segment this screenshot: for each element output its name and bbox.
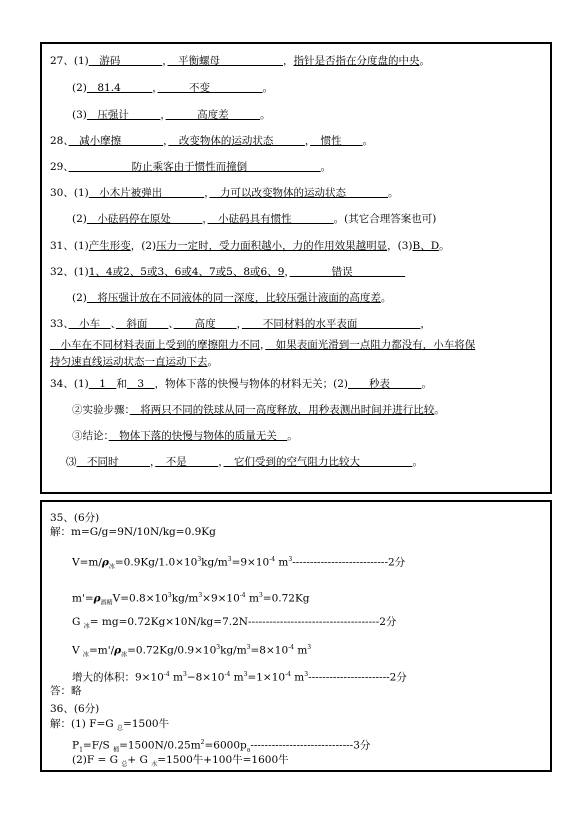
separator: 、 bbox=[168, 318, 174, 330]
subscript: 1 bbox=[79, 746, 83, 754]
formula-text: (1) F=G bbox=[71, 718, 118, 730]
sub-number: ⑶ bbox=[66, 456, 77, 468]
q34-4-answer-b: 不是 bbox=[155, 456, 219, 468]
formula-text: m'= bbox=[72, 592, 94, 605]
subscript: 酒精 bbox=[100, 599, 113, 607]
formula-text: =1500N/0.25m bbox=[119, 739, 201, 752]
formula-text: m bbox=[169, 671, 183, 684]
superscript: -4 bbox=[239, 592, 246, 599]
subscript: 冰 bbox=[82, 651, 89, 659]
formula-text: =m'/ bbox=[88, 644, 115, 657]
subscript: 总 bbox=[117, 725, 124, 733]
q30-1-line bbox=[50, 186, 544, 200]
q29-number: 29、 bbox=[50, 161, 69, 173]
superscript: 3 bbox=[288, 556, 293, 563]
q32-number: 32、(1) bbox=[50, 266, 89, 278]
q28-answer-c: 惯性 bbox=[310, 135, 363, 147]
q28-number: 28、 bbox=[50, 135, 69, 147]
separator: ， bbox=[162, 55, 168, 67]
score-marker: ---------------------------2分 bbox=[292, 556, 406, 569]
superscript: 3 bbox=[198, 592, 203, 599]
formula-text: m bbox=[294, 644, 308, 657]
q34-number: 34、(1) bbox=[50, 378, 89, 390]
subscript: 冰 bbox=[108, 563, 115, 571]
superscript: -4 bbox=[288, 644, 294, 651]
superscript: 3 bbox=[258, 592, 263, 599]
formula-text: P bbox=[72, 739, 80, 752]
q33-answer-f: 如果表面光滑到一点阻力都没有，小车将保 bbox=[265, 339, 476, 351]
sub-number: ，(3) bbox=[387, 240, 413, 252]
separator: ， bbox=[420, 318, 431, 330]
q30-number: 30、(1) bbox=[50, 187, 89, 199]
q33-answer-f-cont: 持匀速直线运动状态一直运动下去 bbox=[50, 356, 208, 368]
q33-line-3 bbox=[50, 355, 544, 369]
superscript: 3 bbox=[227, 556, 232, 563]
formula-text: =1500牛 bbox=[123, 718, 170, 730]
superscript: 3 bbox=[183, 671, 187, 678]
superscript: -4 bbox=[285, 671, 291, 678]
q27-1-line bbox=[50, 54, 544, 68]
q33-answer-e: 小车在不同材料表面上受到的摩擦阻力不同 bbox=[50, 339, 260, 351]
q32-1-line bbox=[50, 265, 544, 279]
formula-text: kg/m bbox=[201, 556, 228, 569]
q27-2-answer-b: 不变 bbox=[157, 82, 263, 94]
period: 。 bbox=[380, 292, 392, 304]
period: 。 bbox=[207, 356, 218, 368]
q34-3-line bbox=[50, 429, 544, 443]
formula-text: =1×10 bbox=[247, 671, 286, 684]
q34-steps-answer: 将两只不同的铁球从同一高度释放，用秒表测出时间并进行比较 bbox=[129, 404, 435, 416]
formula-text: −8×10 bbox=[186, 671, 225, 684]
q30-2-answer-b: 小砝码具有惯性 bbox=[207, 213, 334, 225]
q34-1-line bbox=[50, 377, 544, 391]
formula-text: kg/m bbox=[171, 592, 199, 605]
superscript: -4 bbox=[269, 556, 276, 563]
q27-number: 27、(1) bbox=[50, 55, 89, 67]
q30-2-line bbox=[50, 212, 544, 226]
q35-heading: 35、(6分) bbox=[50, 512, 100, 524]
q33-answer-b: 斜面 bbox=[115, 318, 169, 330]
step-label: ②实验步骤： bbox=[72, 404, 130, 416]
sub-number: (2) bbox=[72, 213, 87, 225]
subscript: 冰 bbox=[121, 651, 128, 659]
separator: ， bbox=[260, 339, 266, 351]
q31-line bbox=[50, 239, 544, 253]
q36-line-1 bbox=[50, 717, 544, 736]
q34-answer-d: 秒表 bbox=[347, 378, 422, 390]
score-marker: -----------------------------3分 bbox=[250, 739, 371, 752]
q30-2-answer-a: 小砝码停在原处 bbox=[86, 213, 203, 225]
q34-4-line bbox=[50, 455, 544, 469]
superscript: 3 bbox=[216, 644, 221, 651]
formula-text: kg/m bbox=[220, 644, 247, 657]
formula-text: m bbox=[290, 671, 305, 684]
q31-answer-a: 产生形变 bbox=[88, 240, 131, 252]
q27-2-answer-a: 81.4 bbox=[86, 82, 153, 94]
formula-text: =0.72Kg/0.9×10 bbox=[127, 644, 217, 657]
answer-box-part1 bbox=[40, 42, 552, 494]
period: 。 bbox=[419, 55, 430, 67]
separator: ， bbox=[152, 82, 158, 94]
superscript: 3 bbox=[243, 671, 248, 678]
separator: ， bbox=[204, 187, 210, 199]
answer-box-part2 bbox=[40, 500, 552, 772]
q31-answer-b: 压力一定时，受力面积越小，力的作用效果越明显 bbox=[156, 240, 388, 252]
sub-number: (2) bbox=[333, 378, 348, 390]
score-marker: -------------------------------------2分 bbox=[247, 616, 397, 628]
subscript: a bbox=[246, 746, 251, 754]
period: 。 bbox=[439, 240, 450, 252]
superscript: 3 bbox=[197, 556, 202, 563]
formula-text: =F/S bbox=[82, 739, 114, 752]
separator: ， bbox=[304, 135, 311, 147]
q34-2-line bbox=[50, 403, 544, 417]
period: 。 bbox=[260, 109, 271, 121]
q31-number: 31、(1) bbox=[50, 240, 89, 252]
formula-text: (2)F = G bbox=[72, 754, 122, 766]
q28-answer-a: 减小摩擦 bbox=[68, 135, 164, 147]
q35-volume-increase-line bbox=[72, 668, 544, 685]
q35-weight-line bbox=[72, 615, 544, 634]
rho-symbol: ρ bbox=[101, 556, 109, 569]
superscript: 3 bbox=[246, 644, 251, 651]
formula-text: 增大的体积：9×10 bbox=[72, 671, 164, 684]
q27-1-answer-c: 指针是否指在分度盘的中央 bbox=[293, 55, 420, 67]
formula-text: + G bbox=[127, 754, 152, 766]
formula-text: =0.9Kg/1.0×10 bbox=[114, 556, 198, 569]
q32-1-answer-a: 1、4或2、5或3、6或4、7或5、8或6、9 bbox=[88, 266, 285, 278]
q30-2-note: 。(其它合理答案也可) bbox=[333, 213, 437, 225]
superscript: 3 bbox=[167, 592, 172, 599]
q30-1-answer-b: 力可以改变物体的运动状态 bbox=[209, 187, 388, 199]
rho-symbol: ρ bbox=[114, 644, 122, 657]
period: 。 bbox=[262, 82, 274, 94]
superscript: -4 bbox=[224, 671, 231, 678]
q30-1-answer-a: 小木片被弹出 bbox=[88, 187, 205, 199]
separator: ， bbox=[218, 456, 224, 468]
q33-number: 33、 bbox=[50, 318, 69, 330]
period: 。 bbox=[412, 456, 423, 468]
conjunction: 和 bbox=[116, 378, 127, 390]
period: 。 bbox=[421, 378, 432, 390]
period: 。 bbox=[434, 404, 445, 416]
q27-3-answer-b: 高度差 bbox=[165, 109, 261, 121]
formula-text: =8×10 bbox=[250, 644, 289, 657]
q27-1-answer-b: 平衡螺母 bbox=[167, 55, 283, 67]
sub-number: (2) bbox=[72, 82, 87, 94]
q27-3-line bbox=[50, 108, 544, 122]
period: 。 bbox=[287, 430, 298, 442]
formula-text: = mg=0.72Kg×10N/kg=7.2N bbox=[89, 616, 248, 628]
subscript: 总 bbox=[121, 761, 128, 769]
formula-text: m bbox=[245, 592, 259, 605]
period: 。 bbox=[320, 161, 332, 173]
q29-answer: 防止乘客由于惯性而撞倒 bbox=[68, 161, 321, 173]
q35-solution-line-1 bbox=[50, 525, 544, 539]
q34-conclusion-answer: 物体下落的快慢与物体的质量无关 bbox=[108, 430, 288, 442]
formula-text: =0.72Kg bbox=[262, 592, 310, 605]
q35-volume-line bbox=[72, 553, 544, 575]
formula-text: m bbox=[230, 671, 244, 684]
q33-answer-d: 不同材料的水平表面 bbox=[241, 318, 421, 330]
q34-answer-b: 3 bbox=[126, 378, 155, 390]
superscript: 3 bbox=[307, 644, 312, 651]
period: 。 bbox=[362, 135, 374, 147]
subscript: 桶 bbox=[113, 746, 120, 754]
subscript: 水 bbox=[151, 761, 158, 769]
q29-line bbox=[50, 160, 544, 174]
q35-alcohol-mass-line bbox=[72, 589, 544, 611]
q34-statement: ，物体下落的快慢与物体的材料无关； bbox=[154, 378, 334, 390]
q27-3-answer-a: 压强计 bbox=[86, 109, 161, 121]
formula-text: m bbox=[275, 556, 289, 569]
q27-2-line bbox=[50, 81, 544, 95]
separator: ， bbox=[163, 135, 169, 147]
q34-answer-a: 1 bbox=[88, 378, 117, 390]
q33-answer-c: 高度 bbox=[173, 318, 237, 330]
q32-1-answer-b: 错误 bbox=[289, 266, 406, 278]
separator: ， bbox=[284, 266, 290, 278]
period: 。 bbox=[387, 187, 399, 199]
q28-line bbox=[50, 134, 544, 148]
subscript: 冰 bbox=[83, 623, 90, 631]
q36-line-2 bbox=[72, 753, 544, 772]
separator: ， bbox=[150, 456, 156, 468]
formula-text: V bbox=[72, 644, 83, 657]
sub-number: (3) bbox=[72, 109, 87, 121]
q35-ice-volume-line bbox=[72, 641, 544, 663]
q33-line-1 bbox=[50, 317, 544, 331]
mass-calculation: m=G/g=9N/10N/kg=0.9Kg bbox=[71, 526, 216, 538]
solution-label: 解： bbox=[50, 718, 71, 730]
formula-text: =1500牛+100牛=1600牛 bbox=[157, 754, 289, 766]
q27-1-answer-a: 游码 bbox=[88, 55, 163, 67]
q34-4-answer-c: 它们受到的空气阻力比较大 bbox=[223, 456, 413, 468]
separator: ， bbox=[160, 109, 166, 121]
separator: ， bbox=[236, 318, 242, 330]
formula-text: =9×10 bbox=[231, 556, 270, 569]
q34-4-answer-a: 不同时 bbox=[76, 456, 150, 468]
superscript: -4 bbox=[163, 671, 170, 678]
solution-label: 解： bbox=[50, 526, 71, 538]
q32-2-line bbox=[50, 291, 544, 305]
formula-text: V=0.8×10 bbox=[112, 592, 168, 605]
formula-text: V=m/ bbox=[72, 556, 102, 569]
superscript: 2 bbox=[200, 739, 205, 746]
q28-answer-b: 改变物体的运动状态 bbox=[168, 135, 305, 147]
formula-text: G bbox=[72, 616, 84, 628]
score-marker: -----------------------2分 bbox=[308, 671, 407, 684]
sub-number: ，(2) bbox=[130, 240, 157, 252]
q35-answer: 答：略 bbox=[50, 685, 82, 697]
formula-text: ×9×10 bbox=[202, 592, 240, 605]
separator: ， bbox=[202, 213, 208, 225]
separator: ， bbox=[282, 55, 294, 67]
rho-symbol: ρ bbox=[93, 592, 101, 605]
separator: 、 bbox=[110, 318, 116, 330]
formula-text: =6000p bbox=[204, 739, 247, 752]
conclusion-label: ③结论： bbox=[72, 430, 109, 442]
q31-answer-c: B、D bbox=[412, 240, 440, 252]
q33-line-2 bbox=[50, 338, 544, 352]
sub-number: (2) bbox=[72, 292, 87, 304]
q32-2-answer: 将压强计放在不同液体的同一深度，比较压强计液面的高度差 bbox=[86, 292, 381, 304]
q36-heading: 36、(6分) bbox=[50, 703, 100, 715]
q33-answer-a: 小车 bbox=[68, 318, 111, 330]
superscript: 3 bbox=[304, 671, 309, 678]
